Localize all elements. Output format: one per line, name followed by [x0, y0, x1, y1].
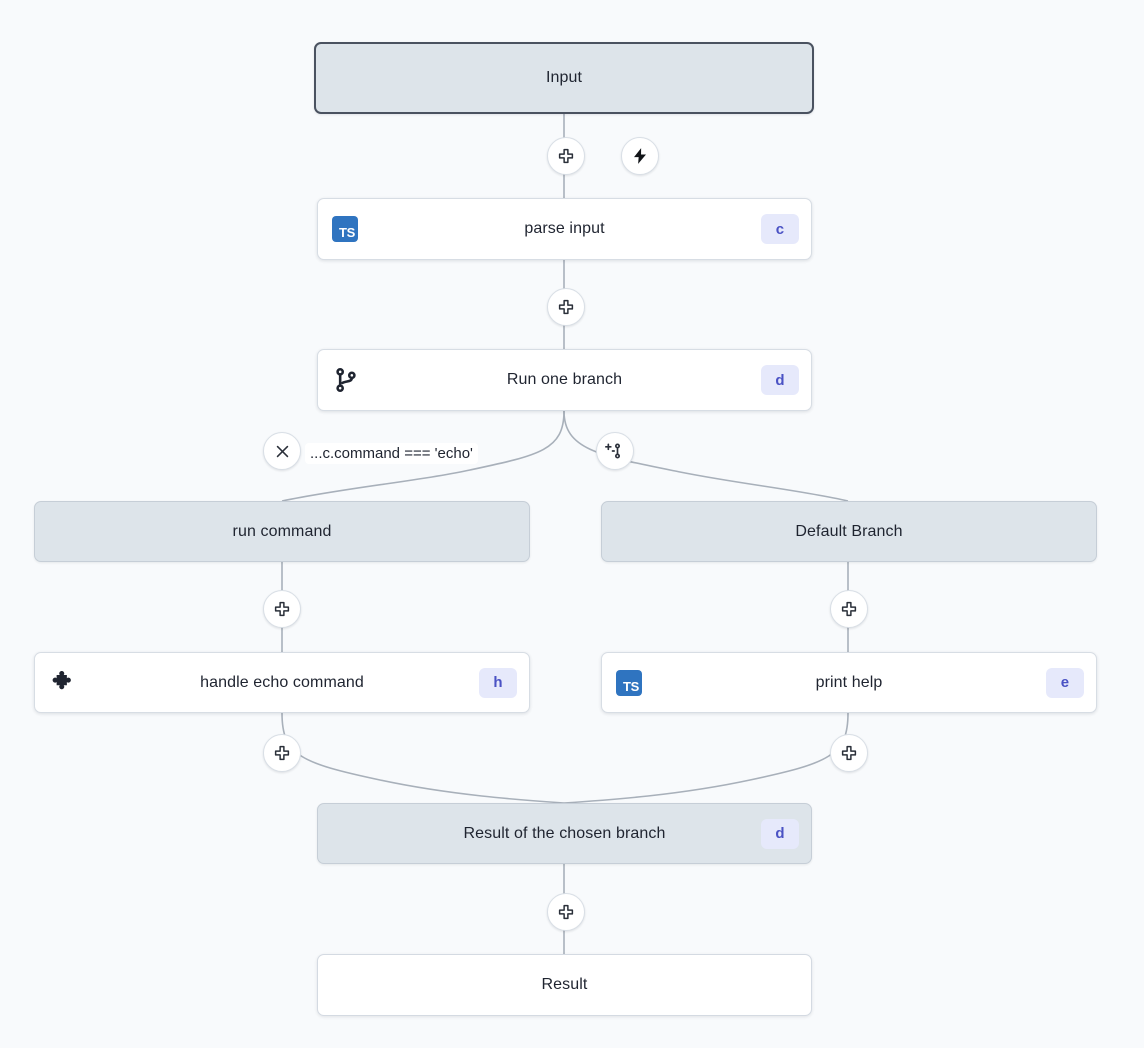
node-parse-input-label: parse input — [524, 220, 605, 237]
plus-icon — [273, 600, 291, 618]
add-branch-icon — [605, 441, 625, 461]
node-run-command-label: run command — [232, 522, 332, 540]
branch-icon — [332, 366, 360, 394]
edge-handle-echo-to-result-chosen — [282, 713, 564, 803]
node-run-one-branch-label: Run one branch — [506, 371, 623, 388]
add-step-button-after-default-branch[interactable] — [830, 590, 868, 628]
add-step-button-after-print-help[interactable] — [830, 734, 868, 772]
node-parse-input[interactable] — [317, 198, 812, 260]
node-input-label: Input — [545, 69, 583, 86]
node-handle-echo-command[interactable] — [34, 652, 530, 713]
plus-icon — [557, 298, 575, 316]
trigger-button[interactable] — [621, 137, 659, 175]
node-print-help[interactable] — [601, 652, 1097, 713]
plus-icon — [273, 744, 291, 762]
node-default-branch-label: Default Branch — [795, 522, 903, 540]
typescript-icon: TS — [332, 216, 358, 242]
node-run-command[interactable] — [34, 501, 530, 562]
node-handle-echo-command-badge[interactable]: h — [479, 668, 517, 698]
add-step-button-after-handle-echo[interactable] — [263, 734, 301, 772]
node-result[interactable] — [317, 954, 812, 1016]
edge-print-help-to-result-chosen — [564, 713, 848, 803]
puzzle-icon — [49, 668, 79, 698]
add-branch-button[interactable] — [596, 432, 634, 470]
close-icon — [274, 443, 291, 460]
plus-icon — [840, 600, 858, 618]
add-step-button-after-parse-input[interactable] — [547, 288, 585, 326]
plus-icon — [557, 147, 575, 165]
add-step-button-after-result-chosen[interactable] — [547, 893, 585, 931]
plus-icon — [557, 903, 575, 921]
branch-condition-label: ...c.command === 'echo' — [305, 443, 478, 464]
node-result-of-chosen-branch-badge[interactable]: d — [761, 819, 799, 849]
node-result-label: Result — [541, 976, 588, 993]
node-run-one-branch[interactable] — [317, 349, 812, 411]
node-result-of-chosen-branch-label: Result of the chosen branch — [463, 824, 666, 842]
add-step-button-after-run-command[interactable] — [263, 590, 301, 628]
node-run-one-branch-badge[interactable]: d — [761, 365, 799, 395]
node-print-help-label: print help — [815, 673, 883, 691]
node-default-branch[interactable] — [601, 501, 1097, 562]
node-input[interactable] — [314, 42, 814, 114]
remove-branch-button[interactable] — [263, 432, 301, 470]
node-handle-echo-command-label: handle echo command — [200, 673, 364, 691]
plus-icon — [840, 744, 858, 762]
node-print-help-badge[interactable]: e — [1046, 668, 1084, 698]
add-step-button-after-input[interactable] — [547, 137, 585, 175]
node-parse-input-badge[interactable]: c — [761, 214, 799, 244]
node-result-of-chosen-branch[interactable] — [317, 803, 812, 864]
bolt-icon — [631, 146, 649, 166]
typescript-icon: TS — [616, 670, 642, 696]
